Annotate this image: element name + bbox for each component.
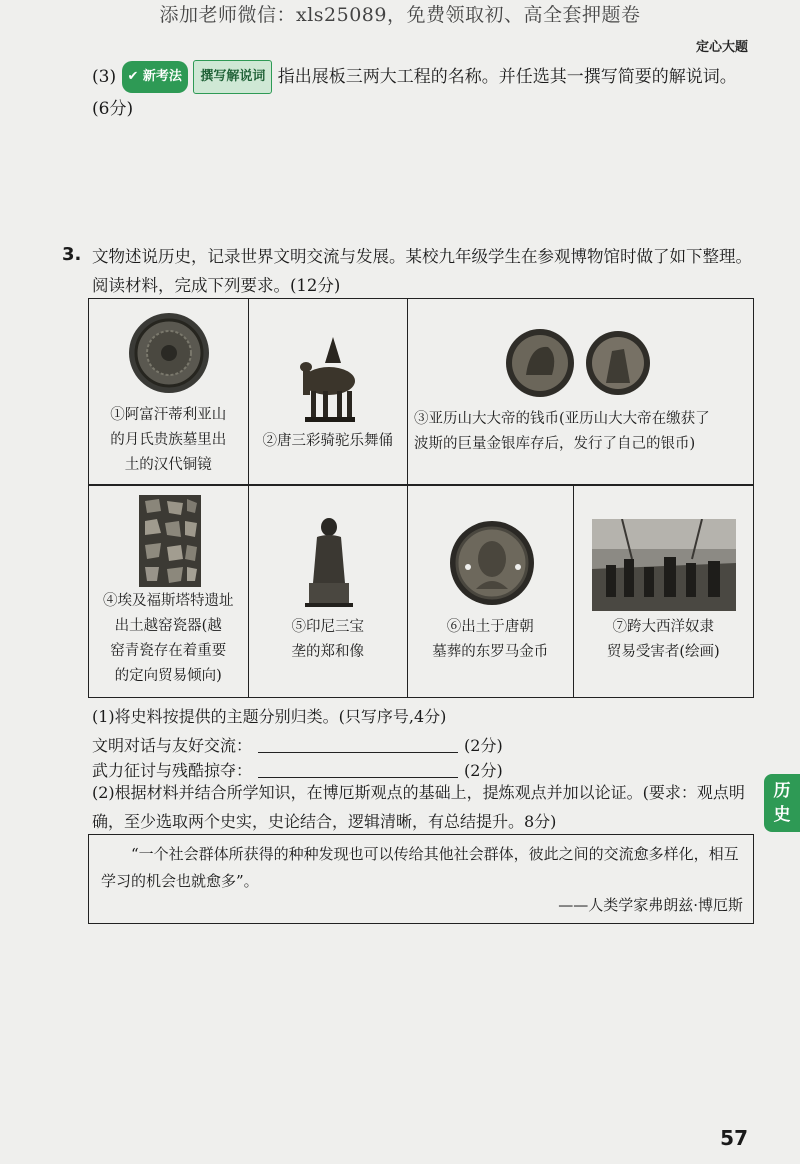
sub-question-2-prompt: (2)根据材料并结合所学知识，在博厄斯观点的基础上，提炼观点并加以论证。(要求：观点明确，至少选取两个史实，史论结合，逻辑清晰，有总结提升。8分)	[92, 783, 745, 831]
artifact-caption-3	[408, 407, 753, 457]
artifact-caption-1	[89, 403, 248, 478]
artifact-caption-2	[249, 429, 408, 454]
artifact-cell-3	[408, 299, 753, 485]
slave-trade-painting-image	[592, 519, 736, 611]
bronze-mirror-image	[127, 311, 211, 395]
question-intro: 文物述说历史，记录世界文明交流与发展。某校九年级学生在参观博物馆时做了如下整理。阅读材料，完成下列要求。(12分)	[92, 247, 752, 295]
caption-line: 土的汉代铜镜	[124, 457, 212, 473]
caption-line: ②唐三彩骑驼乐舞俑	[262, 433, 394, 449]
alexander-coins-image	[504, 325, 654, 401]
question-3-part-3	[92, 60, 752, 124]
caption-line: ⑦跨大西洋奴隶	[612, 619, 714, 635]
artifact-caption-6	[408, 615, 573, 665]
caption-line: ①阿富汗蒂利亚山	[110, 407, 227, 423]
section-tag: 定心大题	[695, 40, 748, 55]
sub-question-1-prompt: (1)将史料按提供的主题分别归类。(只写序号,4分)	[92, 707, 447, 726]
artifact-row-1	[88, 298, 754, 486]
artifact-row-2	[88, 484, 754, 698]
question-number: 3.	[62, 244, 82, 265]
caption-line: ⑤印尼三宝	[291, 619, 365, 635]
quote-source: ——人类学家弗朗兹·博厄斯	[558, 896, 743, 914]
subject-side-tab-label: 历史	[773, 781, 791, 825]
artifact-cell-6	[408, 485, 574, 697]
part-score: (6分)	[92, 99, 134, 119]
camel-figurine-image	[297, 333, 361, 425]
artifact-cell-2	[249, 299, 409, 485]
caption-line: 贸易受害者(绘画)	[606, 644, 720, 660]
caption-line: 窑青瓷存在着重要	[110, 643, 227, 659]
new-method-badge: ✔ 新考法	[122, 61, 188, 93]
subject-side-tab	[764, 774, 800, 832]
caption-line: 的定向贸易倾向)	[114, 668, 222, 684]
caption-line: ⑥出土于唐朝	[446, 619, 534, 635]
caption-line: 的月氏贵族墓里出	[110, 432, 227, 448]
type-badge: 撰写解说词	[193, 60, 272, 94]
page-number: 57	[720, 1126, 748, 1150]
answer-blank-1[interactable]	[258, 736, 458, 753]
answer-blank-2[interactable]	[258, 761, 458, 778]
caption-line: 出土越窑瓷器(越	[114, 618, 222, 634]
watermark-text: 添加老师微信：xls25089，免费领取初、高全套押题卷	[159, 4, 641, 26]
answer-line-1-score: (2分)	[464, 736, 503, 755]
answer-line-2-score: (2分)	[464, 761, 503, 780]
artifact-cell-5	[249, 485, 409, 697]
artifact-caption-7	[574, 615, 753, 665]
artifact-cell-1	[89, 299, 249, 485]
caption-line: ④埃及福斯塔特遗址	[103, 593, 234, 609]
part-text: 指出展板三两大工程的名称。并任选其一撰写简要的解说词。	[277, 67, 737, 87]
caption-line: ③亚历山大大帝的钱币(亚历山大大帝在缴获了	[414, 411, 710, 427]
artifact-caption-5	[249, 615, 408, 665]
caption-line: 波斯的巨量金银库存后，发行了自己的银币)	[414, 436, 696, 452]
quote-text: “一个社会群体所获得的种种发现也可以传给其他社会群体，彼此之间的交流愈多样化，相互学习的机会也就愈多”。	[101, 845, 739, 890]
new-method-badge-label: 新考法	[142, 69, 182, 84]
artifact-cell-7	[574, 485, 753, 697]
answer-line-2-label: 武力征讨与残酷掠夺：	[92, 761, 253, 780]
caption-line: 垄的郑和像	[291, 644, 365, 660]
porcelain-shards-image	[139, 495, 201, 587]
artifact-caption-4	[89, 589, 248, 689]
part-number: (3)	[92, 67, 117, 87]
byzantine-coin-image	[448, 519, 536, 607]
zheng-he-statue-image	[303, 517, 355, 607]
quote-box	[88, 834, 754, 924]
caption-line: 墓葬的东罗马金币	[432, 644, 549, 660]
answer-line-1-label: 文明对话与友好交流：	[92, 736, 253, 755]
artifact-cell-4	[89, 485, 249, 697]
